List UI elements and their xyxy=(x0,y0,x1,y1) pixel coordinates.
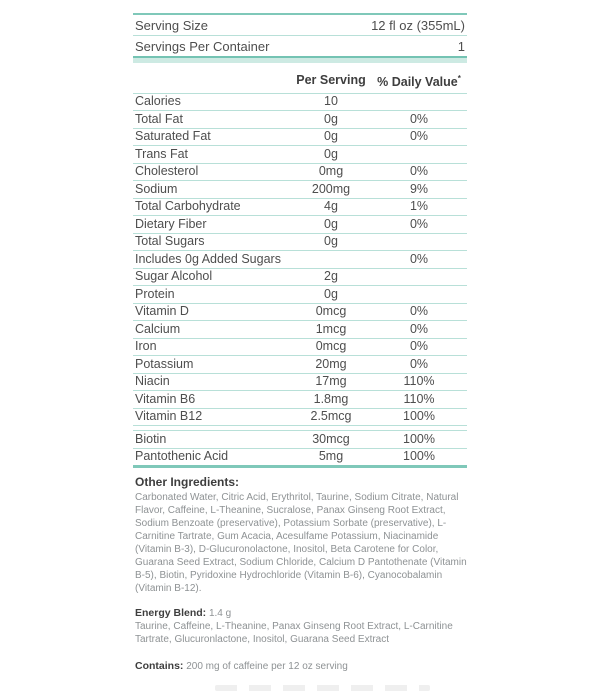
faded-cutoff-text xyxy=(215,685,430,691)
nutrient-name: Total Fat xyxy=(135,111,183,126)
nutrient-name: Protein xyxy=(135,286,175,301)
nutrient-daily-value: 9% xyxy=(409,181,429,196)
nutrient-daily-value: 100% xyxy=(403,449,435,464)
energy-blend-amount: 1.4 g xyxy=(208,608,232,620)
nutrient-row xyxy=(133,449,467,466)
nutrient-amount: 0mcg xyxy=(315,339,347,354)
nutrient-amount: 2g xyxy=(324,269,338,284)
nutrient-name: Saturated Fat xyxy=(135,129,211,144)
nutrient-row xyxy=(133,304,467,322)
nutrient-amount: 0g xyxy=(324,216,338,231)
nutrient-name: Total Sugars xyxy=(135,234,205,249)
nutrient-amount: 1mcg xyxy=(315,321,347,336)
nutrient-name: Calcium xyxy=(135,321,181,336)
nutrient-name: Calories xyxy=(135,94,181,109)
nutrient-amount: 10 xyxy=(324,94,338,109)
nutrient-row xyxy=(133,374,467,392)
nutrient-name: Vitamin B6 xyxy=(135,391,196,406)
servings-per-container-label: Servings Per Container xyxy=(135,38,270,54)
nutrient-daily-value: 0% xyxy=(409,339,429,354)
nutrient-amount: 0mcg xyxy=(315,304,347,319)
energy-blend-row xyxy=(135,607,467,620)
nutrient-row xyxy=(133,339,467,357)
bottom-rule xyxy=(133,465,467,468)
serving-size-value: 12 fl oz (355mL) xyxy=(371,17,465,33)
daily-value-asterisk: * xyxy=(457,74,461,83)
nutrient-name: Vitamin B12 xyxy=(135,409,203,424)
servings-per-container-value: 1 xyxy=(457,38,465,54)
nutrient-amount: 2.5mcg xyxy=(310,409,352,424)
nutrient-daily-value: 0% xyxy=(409,129,429,144)
nutrient-row xyxy=(133,251,467,269)
column-header-row xyxy=(133,69,467,94)
nutrient-daily-value: 100% xyxy=(403,431,435,446)
nutrient-daily-value: 110% xyxy=(403,374,435,389)
nutrient-amount: 0mg xyxy=(318,164,344,179)
nutrient-row xyxy=(133,234,467,252)
nutrient-row xyxy=(133,146,467,164)
nutrient-name: Sodium xyxy=(135,181,178,196)
nutrition-facts-label xyxy=(133,0,467,691)
nutrient-name: Potassium xyxy=(135,356,194,371)
servings-per-container-row xyxy=(133,36,467,56)
other-ingredients-text: Carbonated Water, Citric Acid, Erythritol, Taurine, Sodium Citrate, Natural Flavor, Caffeine, L-Theanine, Sucralose, Panax Ginseng Root Extract, Sodium Benzoate (preservative), Potassium Sorbate (preservative), L-Carnitine Tartrate, Gum Acacia, Acesulfame Potassium, Niacinamide (Vitamin B-3), D-Glucuronolactone, Inositol, Beta Carotene for Color, Guarana Seed Extract, Sodium Chloride, Calcium D Pantothenate (Vitamin B-5), Biotin, Pyridoxine Hydrochloride (Vitamin B-6), Cyanocobalamin (Vitamin B-12). xyxy=(135,492,467,595)
nutrient-row xyxy=(133,181,467,199)
nutrient-amount: 4g xyxy=(324,199,338,214)
nutrient-daily-value: 100% xyxy=(403,409,435,424)
nutrient-rows xyxy=(133,94,467,427)
nutrient-name: Trans Fat xyxy=(135,146,189,161)
nutrient-row xyxy=(133,409,467,427)
nutrient-daily-value: 0% xyxy=(409,111,429,126)
nutrient-name: Includes 0g Added Sugars xyxy=(135,251,281,266)
nutrient-daily-value: 0% xyxy=(409,251,429,266)
nutrient-row xyxy=(133,321,467,339)
nutrient-row xyxy=(133,431,467,449)
nutrient-daily-value: 1% xyxy=(409,199,429,214)
nutrient-row xyxy=(133,199,467,217)
contains-heading: Contains: xyxy=(135,660,184,673)
nutrient-row xyxy=(133,111,467,129)
nutrient-amount: 0g xyxy=(324,129,338,144)
nutrient-row xyxy=(133,356,467,374)
contains-row xyxy=(135,660,467,673)
nutrient-name: Cholesterol xyxy=(135,164,199,179)
nutrient-row xyxy=(133,94,467,112)
nutrient-row xyxy=(133,129,467,147)
nutrient-amount: 0g xyxy=(324,111,338,126)
nutrient-row xyxy=(133,216,467,234)
nutrient-name: Dietary Fiber xyxy=(135,216,207,231)
nutrient-name: Total Carbohydrate xyxy=(135,199,241,214)
section-divider-band xyxy=(133,56,467,63)
nutrient-name: Sugar Alcohol xyxy=(135,269,213,284)
nutrient-amount: 0g xyxy=(324,286,338,301)
daily-value-column-header: % Daily Value* xyxy=(377,74,461,90)
nutrient-amount: 0g xyxy=(324,146,338,161)
nutrient-daily-value: 0% xyxy=(409,321,429,336)
nutrient-name: Pantothenic Acid xyxy=(135,449,229,464)
nutrient-name: Iron xyxy=(135,339,157,354)
nutrient-daily-value: 110% xyxy=(403,391,435,406)
nutrient-row xyxy=(133,164,467,182)
nutrient-amount: 20mg xyxy=(315,356,347,371)
nutrient-row xyxy=(133,391,467,409)
serving-size-row xyxy=(133,15,467,36)
nutrient-name: Niacin xyxy=(135,374,170,389)
nutrient-row xyxy=(133,269,467,287)
nutrient-name: Vitamin D xyxy=(135,304,189,319)
nutrient-amount: 17mg xyxy=(315,374,347,389)
nutrient-name: Biotin xyxy=(135,431,167,446)
serving-size-label: Serving Size xyxy=(135,17,208,33)
nutrient-daily-value: 0% xyxy=(409,304,429,319)
nutrient-amount: 1.8mg xyxy=(313,391,349,406)
nutrient-amount: 30mcg xyxy=(312,431,350,446)
nutrient-daily-value: 0% xyxy=(409,216,429,231)
nutrient-amount: 200mg xyxy=(311,181,351,196)
other-ingredients-heading: Other Ingredients: xyxy=(135,475,240,490)
nutrient-amount: 5mg xyxy=(318,449,344,464)
per-serving-column-header: Per Serving xyxy=(296,73,366,88)
nutrient-daily-value: 0% xyxy=(409,164,429,179)
energy-blend-text: Taurine, Caffeine, L-Theanine, Panax Ginseng Root Extract, L-Carnitine Tartrate, Glucuronlactone, Inositol, Guarana Seed Extract xyxy=(135,621,453,646)
nutrient-amount: 0g xyxy=(324,234,338,249)
nutrient-daily-value: 0% xyxy=(409,356,429,371)
contains-text: 200 mg of caffeine per 12 oz serving xyxy=(186,661,348,673)
nutrient-rows-after-break xyxy=(133,431,467,465)
nutrient-row xyxy=(133,286,467,304)
energy-blend-heading: Energy Blend: xyxy=(135,607,207,620)
